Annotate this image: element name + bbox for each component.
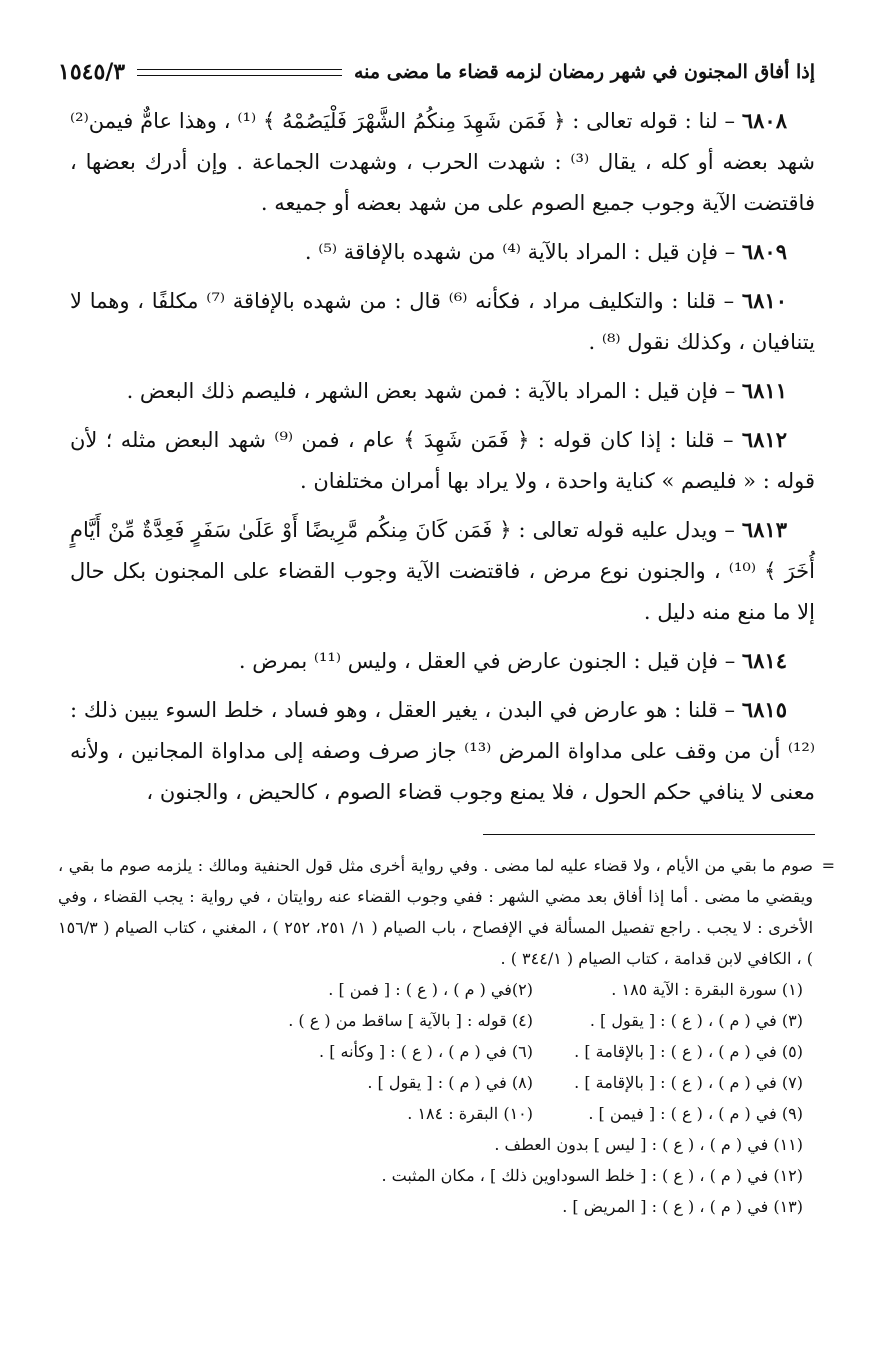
footnote-9: (٩) في ( م ) ، ( ع ) : [ فيمن ] . [588, 1104, 803, 1123]
page-number: ١٥٤٥/٣ [58, 59, 126, 85]
paragraph-6810 [70, 280, 815, 363]
footnote-10: (١٠) البقرة : ١٨٤ . [407, 1104, 533, 1123]
paragraph-number: ٦٨٠٨ [741, 108, 787, 133]
footnote-row [58, 1005, 831, 1036]
paragraph-text: – فإن قيل : الجنون عارض في العقل ، وليس ⁽¹¹⁾ بمرض . [238, 649, 742, 673]
paragraph-6813 [70, 509, 815, 633]
paragraph-number: ٦٨١٠ [741, 288, 787, 313]
paragraph-number: ٦٨١٥ [741, 697, 787, 722]
paragraph-number: ٦٨٠٩ [741, 239, 787, 264]
footnote-13: (١٣) في ( م ) ، ( ع ) : [ المريض ] . [562, 1197, 803, 1216]
continuation-mark: = [821, 856, 835, 875]
footnote-divider [483, 834, 815, 835]
header-rule [137, 69, 342, 76]
paragraph-number: ٦٨١٢ [741, 427, 787, 452]
paragraph-6815 [70, 689, 815, 813]
paragraph-number: ٦٨١٤ [741, 648, 787, 673]
paragraph-text: – ويدل عليه قوله تعالى : ﴿ فَمَن كَانَ مِنكُم مَّرِيضًا أَوْ عَلَىٰ سَفَرٍ فَعِدَّةٌ مِّنْ أَيَّامٍ أُخَرَ ﴾ ⁽¹⁰⁾ ، والجنون نوع مرض ، فاقتضت الآية وجوب القضاء على المجنون بكل حال إلا ما منع منه دليل . [70, 518, 816, 624]
paragraph-6814 [70, 640, 815, 682]
footnote-row [58, 1036, 831, 1067]
footnote-6: (٦) في ( م ) ، ( ع ) : [ وكأنه ] . [319, 1042, 533, 1061]
paragraph-text: – قلنا : إذا كان قوله : ﴿ فَمَن شَهِدَ ﴾ عام ، فمن ⁽⁹⁾ شهد البعض مثله ؛ لأن قوله : « فليصم » كناية واحدة ، ولا يراد بها أمران مختلفان . [70, 428, 815, 493]
footnote-12: (١٢) في ( م ) ، ( ع ) : [ خلط السوداوين ذلك ] ، مكان المثبت . [381, 1166, 803, 1185]
footnote-continuation-text: صوم ما بقي من الأيام ، ولا قضاء عليه لما مضى . وفي رواية أخرى مثل قول الحنفية ومالك : يلزمه صوم ما بقي ، ويقضي ما مضى . أما إذا أفاق بعد مضي الشهر : ففي وجوب القضاء عنه روايتان ، في رواية : يجب القضاء ، وفي الأخرى : لا يجب . راجع تفصيل المسألة في الإفصاح ، باب الصيام ( ١/ ٢٥١، ٢٥٢ ) ، المغني ، كتاب الصيام ( ١٥٦/٣ ) ، الكافي لابن قدامة ، كتاب الصيام ( ٣٤٤/١ ) . [58, 856, 814, 968]
footnote-4: (٤) قوله : [ بالآية ] ساقط من ( ع ) . [288, 1011, 533, 1030]
paragraph-6809 [70, 231, 815, 273]
paragraph-text: – قلنا : هو عارض في البدن ، يغير العقل ، وهو فساد ، خلط السوء يبين ذلك : ⁽¹²⁾ أن من وقف على مداواة المرض ⁽¹³⁾ جاز صرف وصفه إلى مداواة المجانين ، ولأنه معنى لا ينافي حكم الحول ، فلا يمنع وجوب قضاء الصوم ، كالحيض ، والجنون ، [70, 698, 815, 804]
footnote-row [58, 1067, 831, 1098]
paragraph-number: ٦٨١١ [741, 378, 787, 403]
footnote-11: (١١) في ( م ) ، ( ع ) : [ ليس ] بدون العطف . [494, 1135, 803, 1154]
footnote-5: (٥) في ( م ) ، ( ع ) : [ بالإقامة ] . [574, 1042, 803, 1061]
paragraph-text: – فإن قيل : المراد بالآية : فمن شهد بعض الشهر ، فليصم ذلك البعض . [126, 379, 742, 403]
footnote-8: (٨) في ( م ) : [ يقول ] . [367, 1073, 533, 1092]
footnote-row [58, 974, 831, 1005]
footnote-1: (١) سورة البقرة : الآية ١٨٥ . [611, 980, 803, 999]
footnote-7: (٧) في ( م ) ، ( ع ) : [ بالإقامة ] . [574, 1073, 803, 1092]
running-header [58, 52, 815, 92]
paragraph-6812 [70, 419, 815, 502]
paragraph-6811 [70, 370, 815, 412]
footnote-3: (٣) في ( م ) ، ( ع ) : [ يقول ] . [589, 1011, 803, 1030]
footnotes [58, 850, 835, 1222]
paragraph-6808 [70, 100, 815, 224]
footnote-continuation [58, 850, 835, 974]
paragraph-text: – لنا : قوله تعالى : ﴿ فَمَن شَهِدَ مِنكُمُ الشَّهْرَ فَلْيَصُمْهُ ﴾ ⁽¹⁾ ، وهذا عامٌّ فيمن⁽²⁾ شهد بعضه أو كله ، يقال ⁽³⁾ : شهدت الحرب ، وشهدت الجماعة . وإن أدرك بعضها ، فاقتضت الآية وجوب جميع الصوم على من شهد بعضه أو جميعه . [70, 109, 815, 215]
header-title: إذا أفاق المجنون في شهر رمضان لزمه قضاء ما مضى منه [353, 61, 815, 83]
footnote-2: (٢)في ( م ) ، ( ع ) : [ فمن ] . [328, 980, 533, 999]
main-text [70, 100, 815, 820]
paragraph-number: ٦٨١٣ [741, 517, 787, 542]
footnote-row [58, 1098, 831, 1129]
paragraph-text: – قلنا : والتكليف مراد ، فكأنه ⁽⁶⁾ قال : من شهده بالإفاقة ⁽⁷⁾ مكلفًا ، وهما لا يتنافيان ، وكذلك نقول ⁽⁸⁾ . [70, 289, 815, 354]
paragraph-text: – فإن قيل : المراد بالآية ⁽⁴⁾ من شهده بالإفاقة ⁽⁵⁾ . [304, 240, 742, 264]
